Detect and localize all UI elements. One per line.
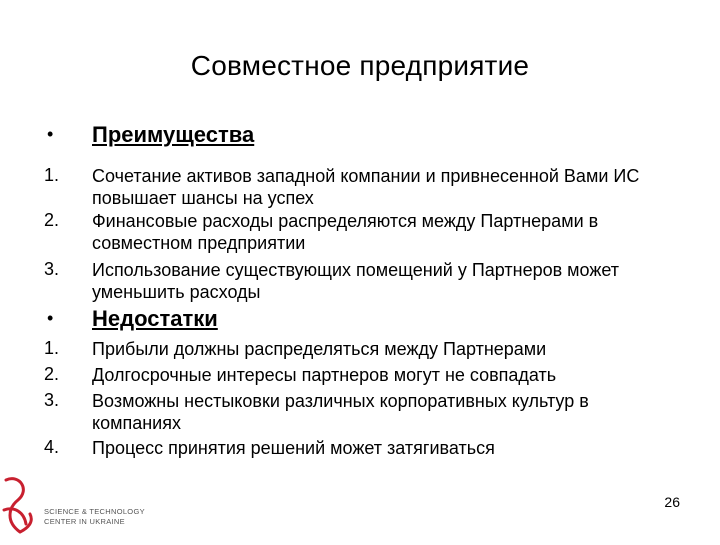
item-number: 1. — [44, 338, 60, 358]
section-heading-disadvantages: Недостатки — [92, 306, 218, 331]
item-text: Возможны нестыковки различных корпоративных культур в компаниях — [92, 391, 589, 433]
item-text: Долгосрочные интересы партнеров могут не совпадать — [92, 365, 557, 385]
item-number: 3. — [44, 259, 60, 279]
stcu-logo — [0, 470, 160, 540]
slide-title: Совместное предприятие — [190, 50, 530, 81]
logo-text-line1: SCIENCE & TECHNOLOGY — [44, 507, 145, 516]
bullet-marker: • — [47, 124, 54, 144]
page-number: 26 — [664, 494, 680, 510]
stcu-logo-mark-icon — [0, 470, 44, 540]
item-number: 2. — [44, 210, 60, 230]
logo-text-line2: CENTER IN UKRAINE — [44, 517, 125, 526]
bullet-marker: • — [47, 308, 54, 328]
section-heading-advantages: Преимущества — [92, 122, 255, 147]
item-text: Сочетание активов западной компании и привнесенной Вами ИС повышает шансы на успех — [92, 166, 640, 208]
item-text: Процесс принятия решений может затягиваться — [92, 438, 495, 458]
item-number: 4. — [44, 437, 60, 457]
item-number: 2. — [44, 364, 60, 384]
item-text: Использование существующих помещений у Партнеров может уменьшить расходы — [92, 260, 620, 302]
item-number: 1. — [44, 165, 60, 185]
item-number: 3. — [44, 390, 60, 410]
item-text: Прибыли должны распределяться между Партнерами — [92, 339, 547, 359]
item-text: Финансовые расходы распределяются между Партнерами в совместном предприятии — [92, 211, 599, 253]
